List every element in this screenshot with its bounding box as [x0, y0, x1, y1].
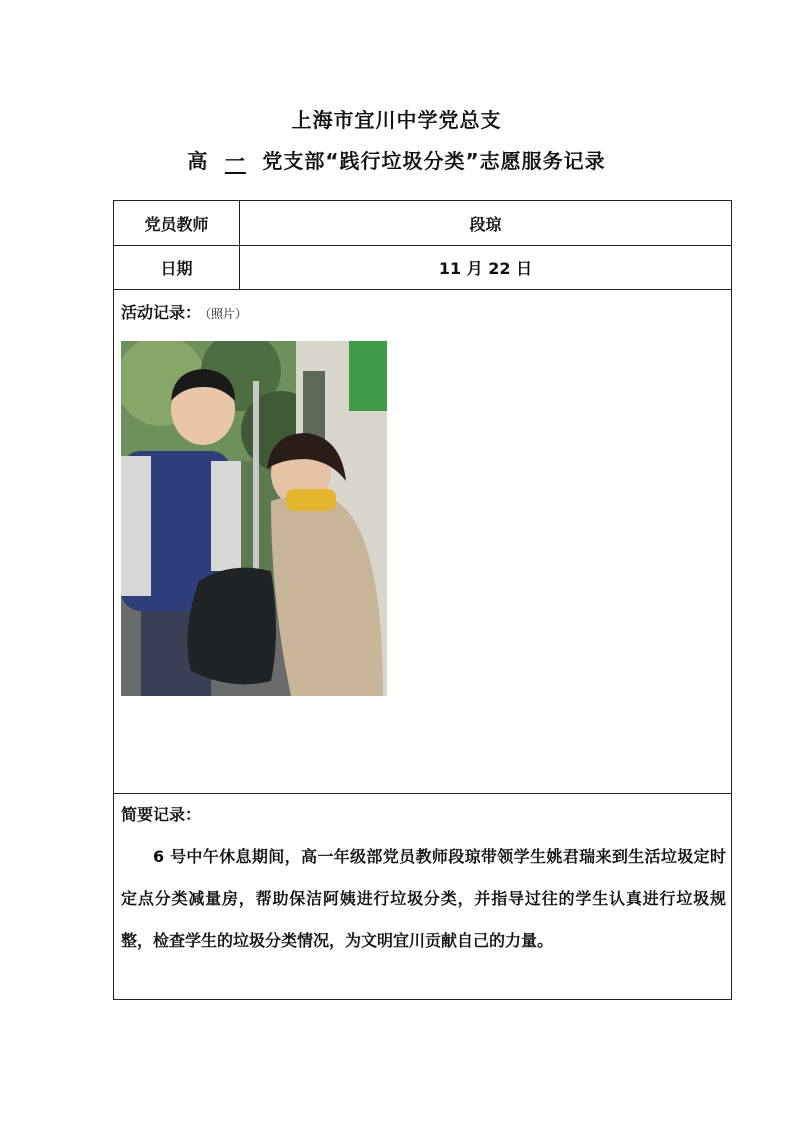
activity-note: （照片） — [205, 307, 248, 321]
teacher-label: 党员教师 — [114, 201, 240, 245]
summary-text: 6 号中午休息期间，高一年级部党员教师段琼带领学生姚君瑞来到生活垃圾定时定点分类减量房，帮助保洁阿姨进行垃圾分类，并指导过往的学生认真进行垃圾规整，检查学生的垃圾分类情况，为文明宜川贡献自己的力量。 — [121, 847, 726, 950]
activity-label-text: 活动记录： — [121, 303, 202, 322]
summary-row — [114, 794, 731, 999]
activity-photo — [121, 341, 387, 696]
document-subtitle — [0, 145, 793, 174]
teacher-row — [114, 201, 731, 246]
date-label: 日期 — [114, 246, 240, 289]
date-value: 11 月 22 日 — [438, 259, 533, 278]
record-table — [113, 200, 732, 1000]
activity-photo-illustration — [121, 341, 387, 696]
date-row — [114, 246, 731, 290]
document-title: 上海市宜川中学党总支 — [291, 108, 502, 132]
activity-row — [114, 290, 731, 794]
teacher-value: 段琼 — [469, 214, 502, 234]
subtitle-prefix: 高 — [187, 149, 209, 173]
summary-label: 简要记录： — [121, 805, 202, 824]
activity-label — [121, 300, 247, 323]
subtitle-suffix: 党支部“践行垃圾分类”志愿服务记录 — [262, 149, 606, 173]
subtitle-grade-blank: 一 — [224, 149, 246, 173]
